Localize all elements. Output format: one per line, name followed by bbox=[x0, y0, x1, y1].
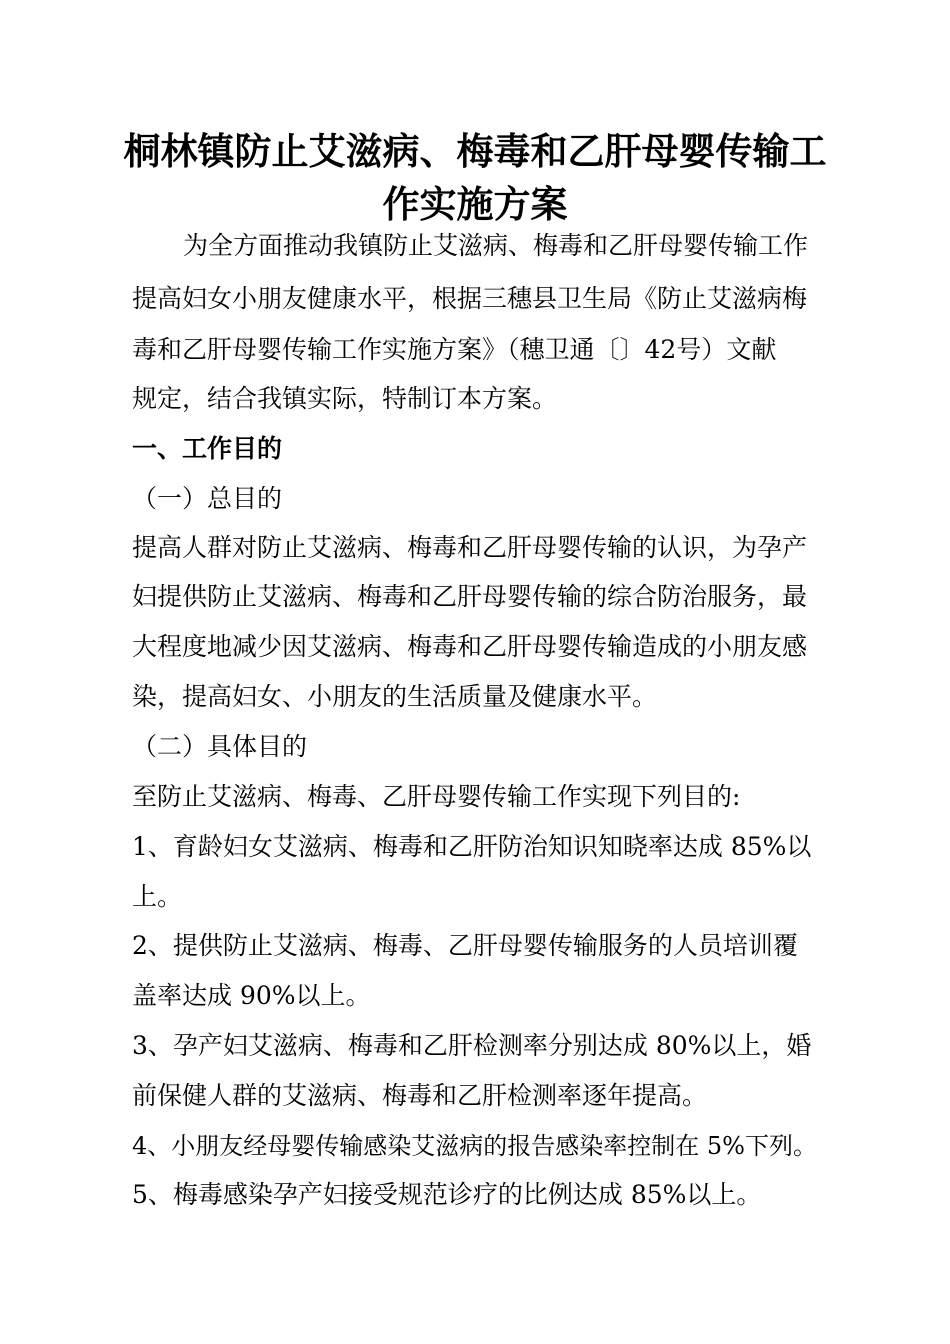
goal-item-2-line-2: 盖率达成 90%以上。 bbox=[132, 981, 371, 1010]
goal-item-5: 5、梅毒感染孕产妇接受规范诊疗的比例达成 85%以上。 bbox=[132, 1180, 762, 1209]
intro-paragraph-line-4: 规定，结合我镇实际，特制订本方案。 bbox=[132, 384, 558, 413]
goal-item-1-line-2: 上。 bbox=[132, 882, 183, 911]
goal-item-2-line-1: 2、提供防止艾滋病、梅毒、乙肝母婴传输服务的人员培训覆 bbox=[132, 931, 798, 960]
goal-item-4: 4、小朋友经母婴传输感染艾滋病的报告感染率控制在 5%下列。 bbox=[132, 1132, 817, 1160]
document-title-line-2: 作实施方案 bbox=[382, 183, 568, 226]
intro-paragraph-line-2: 提高妇女小朋友健康水平，根据三穗县卫生局《防止艾滋病梅 bbox=[132, 284, 808, 313]
intro-paragraph-line-1: 为全方面推动我镇防止艾滋病、梅毒和乙肝母婴传输工作 bbox=[183, 231, 809, 260]
subheading-specific-goals: （二）具体目的 bbox=[132, 732, 308, 761]
section-heading-goals: 一、工作目的 bbox=[132, 434, 283, 463]
subheading-overall-goal: （一）总目的 bbox=[132, 484, 283, 513]
document-title-line-1: 桐林镇防止艾滋病、梅毒和乙肝母婴传输工 bbox=[123, 130, 827, 173]
overall-goal-line-3: 大程度地减少因艾滋病、梅毒和乙肝母婴传输造成的小朋友感 bbox=[132, 632, 808, 661]
goal-item-1-line-1: 1、育龄妇女艾滋病、梅毒和乙肝防治知识知晓率达成 85%以 bbox=[132, 832, 812, 861]
specific-goals-intro: 至防止艾滋病、梅毒、乙肝母婴传输工作实现下列目的: bbox=[132, 782, 741, 811]
overall-goal-line-1: 提高人群对防止艾滋病、梅毒和乙肝母婴传输的认识，为孕产 bbox=[132, 533, 808, 562]
goal-item-3-line-1: 3、孕产妇艾滋病、梅毒和乙肝检测率分别达成 80%以上，婚 bbox=[132, 1031, 812, 1060]
overall-goal-line-4: 染，提高妇女、小朋友的生活质量及健康水平。 bbox=[132, 682, 658, 711]
goal-item-3-line-2: 前保健人群的艾滋病、梅毒和乙肝检测率逐年提高。 bbox=[132, 1081, 708, 1110]
overall-goal-line-2: 妇提供防止艾滋病、梅毒和乙肝母婴传输的综合防治服务，最 bbox=[132, 582, 808, 611]
intro-paragraph-line-3: 毒和乙肝母婴传输工作实施方案》（穗卫通〔〕42号）文献 bbox=[132, 335, 777, 364]
